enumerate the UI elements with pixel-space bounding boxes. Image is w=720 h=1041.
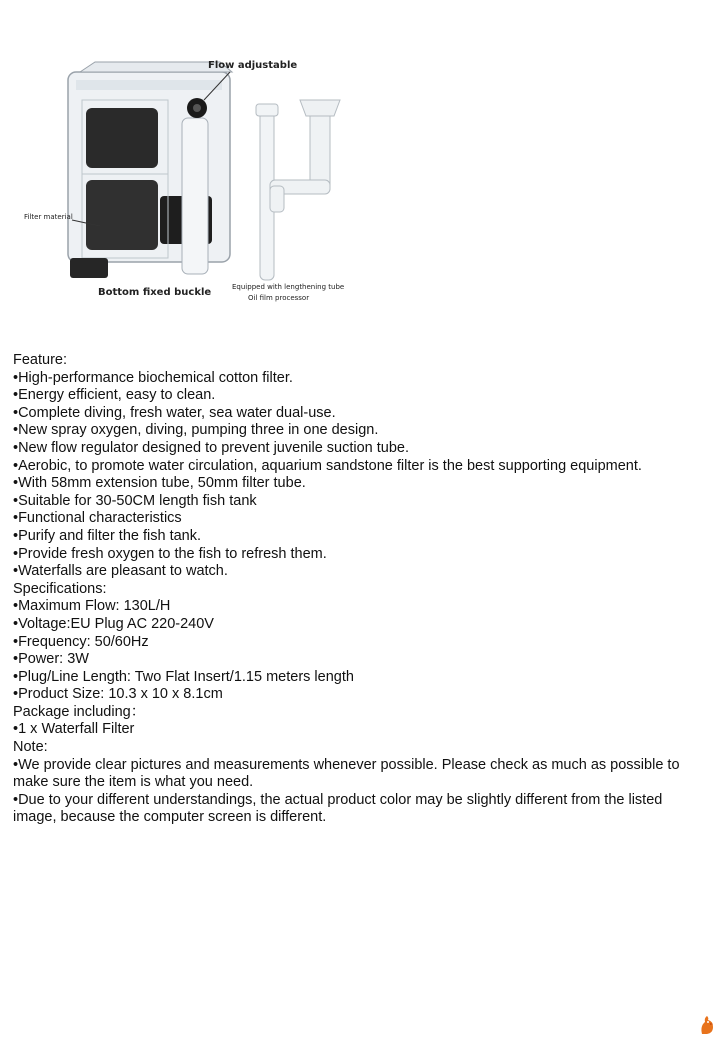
feature-item: •Purify and filter the fish tank.	[13, 527, 202, 544]
spec-item: •Voltage:EU Plug AC 220-240V	[13, 615, 214, 632]
spec-heading: Specifications:	[13, 580, 107, 597]
oil-film-processor-label: Oil film processor	[248, 294, 310, 302]
feature-heading: Feature:	[13, 352, 67, 368]
note-item: •We provide clear pictures and measurements whenever possible. Please check as much as possible to make sure the item is what you need.	[13, 756, 680, 791]
package-heading: Package including：	[13, 703, 146, 720]
rooster-icon	[698, 1014, 716, 1036]
feature-item: •Energy efficient, easy to clean.	[13, 387, 216, 404]
feature-item: •Aerobic, to promote water circulation, aquarium sandstone filter is the best supporting equipment.	[13, 457, 642, 474]
feature-item: •New spray oxygen, diving, pumping three in one design.	[13, 422, 379, 439]
note-heading: Note:	[13, 739, 48, 756]
feature-item: •With 58mm extension tube, 50mm filter tube.	[13, 475, 306, 492]
feature-item: •New flow regulator designed to prevent juvenile suction tube.	[13, 439, 410, 456]
flow-adjustable-label: Flow adjustable	[208, 60, 298, 71]
lengthening-tube-label: Equipped with lengthening tube	[232, 283, 345, 291]
spec-item: •Plug/Line Length: Two Flat Insert/1.15 meters length	[13, 668, 354, 685]
feature-item: •Suitable for 30-50CM length fish tank	[13, 492, 257, 509]
product-image	[0, 0, 720, 340]
spec-item: •Product Size: 10.3 x 10 x 8.1cm	[13, 686, 223, 703]
filter-material-label: Filter material	[24, 213, 73, 221]
feature-item: •Functional characteristics	[13, 510, 182, 527]
package-item: •1 x Waterfall Filter	[13, 721, 135, 738]
note-item: •Due to your different understandings, the actual product color may be slightly different from the listed image, because the computer screen is different.	[13, 791, 663, 826]
spec-item: •Power: 3W	[13, 651, 89, 668]
feature-item: •Complete diving, fresh water, sea water dual-use.	[13, 404, 336, 421]
bottom-buckle-label: Bottom fixed buckle	[98, 287, 212, 298]
feature-item: •High-performance biochemical cotton filter.	[13, 369, 293, 386]
spec-item: •Maximum Flow: 130L/H	[13, 598, 171, 615]
feature-item: •Waterfalls are pleasant to watch.	[13, 563, 228, 580]
spec-item: •Frequency: 50/60Hz	[13, 633, 149, 650]
product-description	[13, 352, 703, 827]
feature-item: •Provide fresh oxygen to the fish to refresh them.	[13, 545, 327, 562]
